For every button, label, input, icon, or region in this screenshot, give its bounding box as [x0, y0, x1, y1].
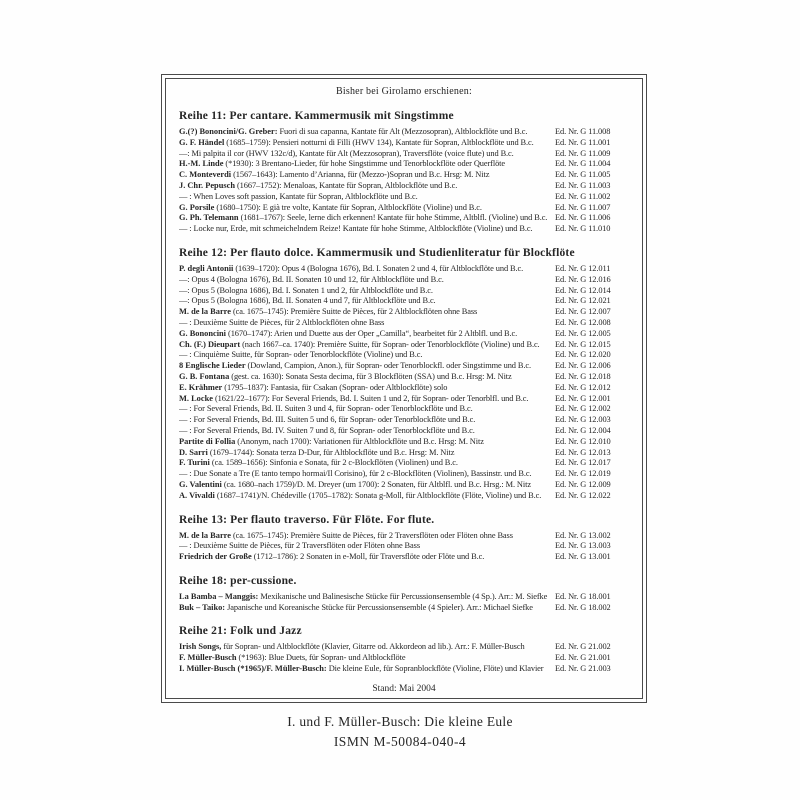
edition-number: Ed. Nr. G 11.008	[555, 127, 611, 136]
entry-author-name: Buk – Taiko:	[179, 602, 226, 612]
edition-number: Ed. Nr. G 12.007	[555, 307, 611, 317]
catalog-entry-row	[179, 437, 629, 448]
entry-text: G. Porsile (1680–1750): E già tre volte, Kantate für Sopran, Altblockflöte (Violine) und B.c.	[179, 202, 482, 212]
entry-author-name: J. Chr. Pepusch	[179, 180, 235, 190]
edition-number: Ed. Nr. G 12.006	[555, 361, 611, 371]
entry-text: F. Müller-Busch (*1963): Blue Duets, für Sopran- und Altblockflöte	[179, 653, 406, 663]
catalog-sections	[179, 109, 629, 675]
entry-author-name: G. Porsile	[179, 202, 215, 212]
catalog-entry-row	[179, 394, 629, 405]
catalog-entry-row	[179, 224, 629, 235]
page-footer	[0, 712, 800, 752]
catalog-section	[179, 624, 629, 674]
entry-text: — : When Loves soft passion, Kantate für Sopran, Altblockflöte und B.c.	[179, 191, 418, 201]
entry-author-name: F. Turini	[179, 458, 210, 468]
entry-text: Buk – Taiko: Japanische und Koreanische Stücke für Percussionsensemble (4 Spieler). Arr.: Michael Siefke	[179, 602, 533, 612]
edition-number: Ed. Nr. G 11.009	[555, 148, 611, 158]
edition-number: Ed. Nr. G 11.007	[555, 202, 611, 212]
edition-number: Ed. Nr. G 12.005	[555, 328, 611, 338]
edition-number: Ed. Nr. G 13.002	[555, 530, 611, 540]
catalog-entry-row	[179, 361, 629, 372]
section-title: Reihe 21: Folk und Jazz	[179, 625, 302, 638]
entry-author-name: E. Krähmer	[179, 382, 223, 392]
catalog-date-note: Stand: Mai 2004	[372, 683, 436, 694]
entry-text: — : Deuxième Suitte de Pièces, für 2 Altblockflöten ohne Bass	[179, 317, 385, 327]
edition-number: Ed. Nr. G 11.003	[555, 180, 611, 190]
catalog-entry-row	[179, 404, 629, 415]
entry-author-name: P. degli Antonii	[179, 263, 234, 273]
catalog-entry-row	[179, 275, 629, 286]
entry-text: D. Sarri (1679–1744): Sonata terza D-Dur, für Altblockflöte und B.c. Hrsg: M. Nitz	[179, 447, 455, 457]
edition-number: Ed. Nr. G 12.002	[555, 404, 611, 414]
edition-number: Ed. Nr. G 12.008	[555, 317, 611, 327]
entry-text: C. Monteverdi (1567–1643): Lamento d’Arianna, für (Mezzo-)Sopran und B.c. Hrsg: M. Nitz	[179, 170, 490, 180]
catalog-entry-row	[179, 552, 629, 563]
entry-text: G. Bononcini (1670–1747): Arien und Duette aus der Oper „Camilla“, bearbeitet für 2 Altblfl. und B.c.	[179, 328, 518, 338]
entry-text: —: Opus 5 (Bologna 1686), Bd. II. Sonaten 4 und 7, für Altblockflöte und B.c.	[179, 296, 436, 306]
entry-text: F. Turini (ca. 1589–1656): Sinfonia e Sonata, für 2 c-Blockflöten (Violinen) und B.c.	[179, 458, 458, 468]
entry-text: G.(?) Bononcini/G. Greber: Fuori di sua capanna, Kantate für Alt (Mezzosopran), Altblockflöte und B.c.	[179, 127, 528, 136]
entry-text: Ch. (F.) Dieupart (nach 1667–ca. 1740): Première Suitte, für Sopran- oder Tenorblockflöte (Violine) und B.c.	[179, 339, 540, 349]
entry-text: A. Vivaldi (1687–1741)/N. Chédeville (1705–1782): Sonata g-Moll, für Altblockflöte (Flöte, Violine) und B.c.	[179, 490, 542, 500]
entry-author-name: G. B. Fontana	[179, 371, 230, 381]
edition-number: Ed. Nr. G 12.003	[555, 415, 611, 425]
entry-text: — : For Several Friends, Bd. III. Suiten 5 und 6, für Sopran- oder Tenorblockflöte und B.c.	[179, 415, 476, 425]
entry-author-name: G. Ph. Telemann	[179, 213, 239, 223]
entry-author-name: M. de la Barre	[179, 307, 231, 317]
entry-author-name: M. Locke	[179, 393, 213, 403]
edition-number: Ed. Nr. G 12.011	[555, 263, 611, 273]
entry-author-name: G. F. Händel	[179, 137, 225, 147]
catalog-entry-row	[179, 426, 629, 437]
catalog-entry-row	[179, 531, 629, 542]
catalog-entry-row	[179, 415, 629, 426]
entry-author-name: Ch. (F.) Dieupart	[179, 339, 241, 349]
entry-text: Partite di Follia (Anonym, nach 1700): Variationen für Altblockflöte und B.c. Hrsg: M. Nitz	[179, 436, 484, 446]
entry-text: — : Deuxième Suitte de Pièces, für 2 Traversflöten oder Flöten ohne Bass	[179, 541, 420, 551]
catalog-entry-row	[179, 181, 629, 192]
entry-text: — : Due Sonate a Tre (E tanto tempo hormai/Il Corisino), für 2 c-Blockflöten (Violinen), Bassinstr. und B.c.	[179, 469, 532, 479]
catalog-entry-row	[179, 642, 629, 653]
edition-number: Ed. Nr. G 11.002	[555, 191, 611, 201]
edition-number: Ed. Nr. G 12.015	[555, 339, 611, 349]
entry-text: G. Ph. Telemann (1681–1767): Seele, lerne dich erkennen! Kantate für hohe Stimme, Altblfl. (Violine) und B.c.	[179, 213, 548, 223]
catalog-entry-row	[179, 307, 629, 318]
catalog-entry-row	[179, 213, 629, 224]
catalog-entry-row	[179, 329, 629, 340]
entry-author-name: F. Müller-Busch	[179, 653, 237, 663]
edition-title: I. und F. Müller-Busch: Die kleine Eule	[287, 714, 513, 729]
edition-number: Ed. Nr. G 12.012	[555, 382, 611, 392]
edition-number: Ed. Nr. G 11.004	[555, 159, 611, 169]
catalog-entry-row	[179, 127, 629, 138]
edition-number: Ed. Nr. G 13.001	[555, 552, 611, 562]
entry-text: —: Mi palpita il cor (HWV 132c/d), Kantate für Alt (Mezzosopran), Traversflöte (voice flute) und B.c.	[179, 148, 514, 158]
catalog-entry-row	[179, 138, 629, 149]
edition-number: Ed. Nr. G 11.010	[555, 224, 611, 234]
entry-text: — : Locke nur, Erde, mit schmeichelndem Reize! Kantate für hohe Stimme, Altblockflöte (Violine) und B.c.	[179, 224, 533, 234]
entry-author-name: Friedrich der Große	[179, 552, 252, 562]
catalog-entry-row	[179, 159, 629, 170]
edition-number: Ed. Nr. G 11.001	[555, 137, 611, 147]
edition-number: Ed. Nr. G 12.019	[555, 469, 611, 479]
catalog-section	[179, 246, 629, 502]
edition-number: Ed. Nr. G 11.006	[555, 213, 611, 223]
catalog-entry-row	[179, 592, 629, 603]
section-title: Reihe 11: Per cantare. Kammermusik mit Singstimme	[179, 110, 454, 122]
entry-author-name: C. Monteverdi	[179, 170, 232, 180]
entry-author-name: M. de la Barre	[179, 530, 231, 540]
entry-author-name: G. Bononcini	[179, 328, 227, 338]
catalog-frame-outer	[161, 74, 647, 703]
edition-number: Ed. Nr. G 12.021	[555, 296, 611, 306]
section-title: Reihe 13: Per flauto traverso. Für Flöte. For flute.	[179, 513, 435, 526]
catalog-entry-row	[179, 480, 629, 491]
entry-author-name: 8 Englische Lieder	[179, 361, 246, 371]
edition-number: Ed. Nr. G 12.018	[555, 371, 611, 381]
catalog-entry-row	[179, 170, 629, 181]
catalog-section	[179, 574, 629, 614]
entry-author-name: G.(?) Bononcini/G. Greber:	[179, 127, 278, 136]
edition-number: Ed. Nr. G 18.002	[555, 602, 611, 612]
catalog-entry-row	[179, 318, 629, 329]
catalog-entry-row	[179, 469, 629, 480]
edition-number: Ed. Nr. G 12.010	[555, 436, 611, 446]
entry-text: Friedrich der Große (1712–1786): 2 Sonaten in e-Moll, für Traversflöte oder Flöte und B.c.	[179, 552, 485, 562]
catalog-entry-row	[179, 541, 629, 552]
edition-number: Ed. Nr. G 11.005	[555, 170, 611, 180]
edition-number: Ed. Nr. G 18.001	[555, 591, 611, 601]
catalog-entry-row	[179, 653, 629, 664]
edition-number: Ed. Nr. G 12.017	[555, 458, 611, 468]
catalog-entry-row	[179, 203, 629, 214]
entry-text: G. Valentini (ca. 1680–nach 1759)/D. M. Dreyer (um 1700): 2 Sonaten, für Altblfl. und B.c. Hrsg.: M. Nitz	[179, 479, 531, 489]
edition-number: Ed. Nr. G 12.004	[555, 425, 611, 435]
entry-text: G. B. Fontana (gest. ca. 1630): Sonata Sesta decima, für 3 Blockflöten (SSA) und B.c. Hrsg: M. Nitz	[179, 371, 512, 381]
catalog-entry-row	[179, 149, 629, 160]
section-title: Reihe 18: per-cussione.	[179, 574, 297, 587]
entry-text: I. Müller-Busch (*1965)/F. Müller-Busch: Die kleine Eule, für Sopranblockflöte (Violine, Flöte) und Klavier	[179, 664, 544, 674]
edition-number: Ed. Nr. G 13.003	[555, 541, 611, 551]
catalog-entry-row	[179, 286, 629, 297]
edition-number: Ed. Nr. G 12.016	[555, 274, 611, 284]
catalog-entry-row	[179, 491, 629, 502]
edition-number: Ed. Nr. G 12.022	[555, 490, 611, 500]
edition-number: Ed. Nr. G 12.001	[555, 393, 611, 403]
entry-author-name: I. Müller-Busch (*1965)/F. Müller-Busch:	[179, 664, 327, 674]
entry-text: Irish Songs, für Sopran- und Altblockflöte (Klavier, Gitarre od. Akkordeon ad lib.). Arr.: F. Müller-Busch	[179, 642, 525, 652]
edition-number: Ed. Nr. G 21.002	[555, 642, 611, 652]
catalog-entry-row	[179, 664, 629, 675]
entry-text: 8 Englische Lieder (Dowland, Campion, Anon.), für Sopran- oder Tenorblockfl. oder Singstimme und B.c.	[179, 361, 531, 371]
entry-author-name: H.-M. Linde	[179, 159, 224, 169]
entry-text: M. de la Barre (ca. 1675–1745): Première Suitte de Pièces, für 2 Altblockflöten ohne Bass	[179, 307, 478, 317]
publisher-header-note: Bisher bei Girolamo erschienen:	[336, 86, 472, 97]
entry-text: —: Opus 5 (Bologna 1686), Bd. I. Sonaten 1 und 2, für Altblockflöte und B.c.	[179, 285, 433, 295]
catalog-entry-row	[179, 340, 629, 351]
catalog-entry-row	[179, 350, 629, 361]
edition-number: Ed. Nr. G 12.014	[555, 285, 611, 295]
catalog-entry-row	[179, 448, 629, 459]
catalog-entry-row	[179, 603, 629, 614]
section-title: Reihe 12: Per flauto dolce. Kammermusik und Studienliteratur für Blockflöte	[179, 246, 575, 259]
catalog-entry-row	[179, 383, 629, 394]
edition-number: Ed. Nr. G 12.009	[555, 479, 611, 489]
catalog-entry-row	[179, 264, 629, 275]
entry-text: La Bamba – Manggis: Mexikanische und Balinesische Stücke für Percussionsensemble (4 Sp.). Arr.: M. Siefke	[179, 591, 548, 601]
catalog-section	[179, 513, 629, 563]
entry-text: —: Opus 4 (Bologna 1676), Bd. II. Sonaten 10 und 12, für Altblockflöte und B.c.	[179, 274, 444, 284]
entry-author-name: D. Sarri	[179, 447, 208, 457]
entry-author-name: A. Vivaldi	[179, 490, 215, 500]
entry-text: E. Krähmer (1795–1837): Fantasia, für Csakan (Sopran- oder Altblockflöte) solo	[179, 382, 448, 392]
catalog-entry-row	[179, 458, 629, 469]
entry-text: G. F. Händel (1685–1759): Pensieri notturni di Filli (HWV 134), Kantate für Sopran, Altblockflöte und B.c.	[179, 137, 534, 147]
edition-number: Ed. Nr. G 12.013	[555, 447, 611, 457]
catalog-entry-row	[179, 372, 629, 383]
catalog-entry-row	[179, 296, 629, 307]
entry-text: P. degli Antonii (1639–1720): Opus 4 (Bologna 1676), Bd. I. Sonaten 2 und 4, für Altblockflöte und B.c.	[179, 263, 524, 273]
edition-number: Ed. Nr. G 21.003	[555, 664, 611, 674]
catalog-entry-row	[179, 192, 629, 203]
entry-text: — : For Several Friends, Bd. II. Suiten 3 und 4, für Sopran- oder Tenorblockflöte und B.c.	[179, 404, 473, 414]
entry-text: M. de la Barre (ca. 1675–1745): Première Suitte de Pièces, für 2 Traversflöten oder Flöten ohne Bass	[179, 530, 513, 540]
entry-author-name: Irish Songs,	[179, 642, 222, 652]
entry-author-name: Partite di Follia	[179, 436, 236, 446]
entry-text: — : Cinquième Suitte, für Sopran- oder Tenorblockflöte (Violine) und B.c.	[179, 350, 423, 360]
entry-text: J. Chr. Pepusch (1667–1752): Menaloas, Kantate für Sopran, Altblockflöte und B.c.	[179, 180, 458, 190]
entry-text: M. Locke (1621/22–1677): For Several Friends, Bd. I. Suiten 1 und 2, für Sopran- oder Tenorblfl. und B.c.	[179, 393, 529, 403]
entry-text: H.-M. Linde (*1930): 3 Brentano-Lieder, für hohe Singstimme und Tenorblockflöte oder Querflöte	[179, 159, 506, 169]
ismn-number: ISMN M-50084-040-4	[333, 734, 467, 749]
entry-text: — : For Several Friends, Bd. IV. Suiten 7 und 8, für Sopran- oder Tenorblockflöte und B.c.	[179, 425, 475, 435]
catalog-section	[179, 109, 629, 235]
entry-author-name: G. Valentini	[179, 479, 222, 489]
catalog-frame-inner	[165, 78, 643, 699]
edition-number: Ed. Nr. G 21.001	[555, 653, 611, 663]
entry-author-name: La Bamba – Manggis:	[179, 591, 259, 601]
edition-number: Ed. Nr. G 12.020	[555, 350, 611, 360]
